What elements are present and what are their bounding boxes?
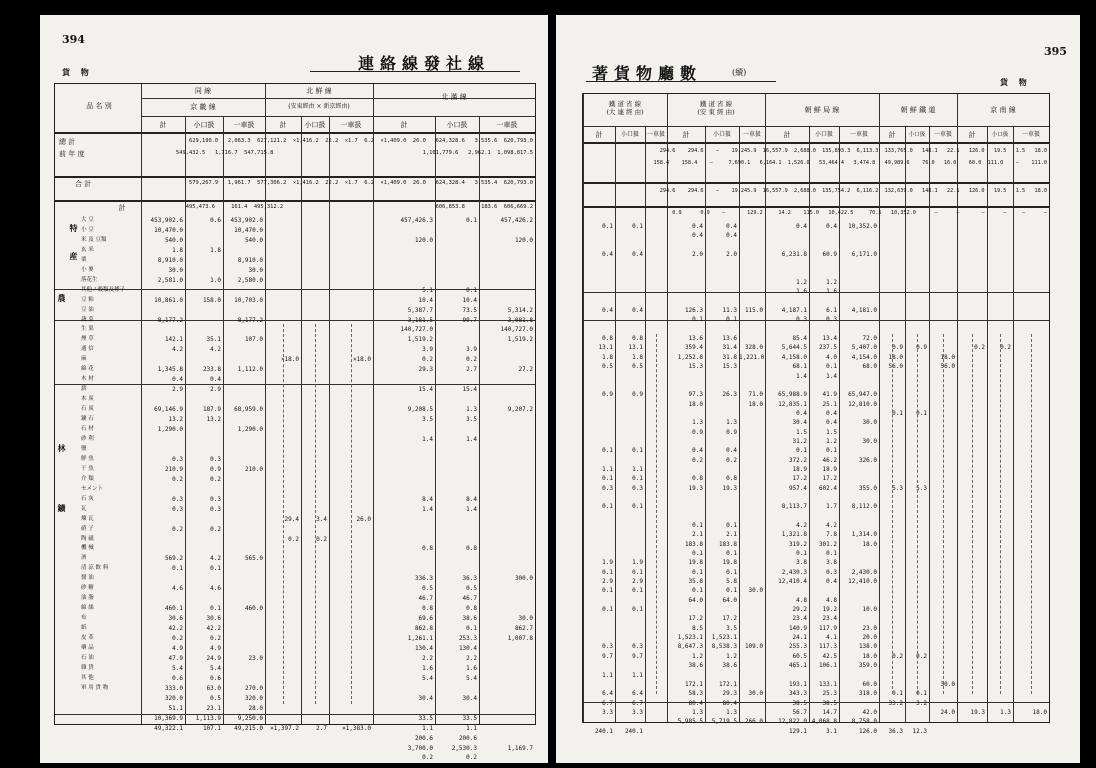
- freight-table-left: [54, 83, 536, 762]
- row-values-previous-year: 549,432.5 1,716.7 547,715.8 1,101,779.6 2,962.1 1,098,817.5: [176, 150, 533, 156]
- empty-cell-dash: [917, 334, 918, 694]
- col-head-small-lot: 小口扱: [712, 131, 731, 138]
- col-head-small-lot: 小口扱: [446, 121, 468, 129]
- sub-side-label: 産: [69, 252, 79, 260]
- row-values-subtotal: 294.6 294.6 — 19,245.9 16,557.9 2,688.0 135,754.2 6,116.2 132,639.0 148.1 22.1 126.0 19.5 1.5 18.0: [659, 188, 1047, 194]
- empty-cell-dash: [972, 334, 973, 694]
- freight-table-right: [582, 93, 1050, 735]
- col-head-small-lot: 小口扱: [620, 131, 639, 138]
- col-head-total: 計: [279, 121, 287, 129]
- row-values-grand-total: 294.6 294.6 — 19,245.9 16,557.9 2,688.0 135,893.3 6,113.3 133,765.0 148.1 22.1 126.0 19.5 1.5 18.0: [659, 148, 1047, 154]
- empty-cell-dash: [283, 324, 284, 704]
- col-values: 18.0: [1032, 708, 1047, 716]
- col-head-small-lot: 小口扱: [991, 132, 1009, 138]
- col-group-north-manchuria-line: 北 滿 線: [441, 93, 467, 101]
- col-values: 0.1 0.4 0.4 0.8 13.1 1.8 0.5 0.9 0.1 1.1 0.1 0.3 0.1 1.9 0.1 2.9 0.1 0.1 0.3 9.7 1.1 6.4 6.7 3.3 240.1: [624, 223, 643, 735]
- row-values-subtotal: 579,267.9 1,961.7 577,306.2 ×1,416.2 22.2 ×1.7 6.2 ×1,409.0 26.0 624,328.4 3,535.4 620,793.0: [188, 180, 533, 186]
- col-head-carload: 一車扱: [1021, 131, 1040, 138]
- col-values: 0.1 0.1 10.4 73.5 99.7 3.9 0.2 2.7 15.4 1.3 3.5 1.4 8.4 1.4 0.8 36.3 0.5 46.7 0.8 38.6 0.1 253.3 130.4 2.2 1.6 5.4 30.4 33.5 1.1 200.6 2,530.3 0.2: [451, 217, 477, 762]
- sub-side-label: 特: [69, 224, 79, 232]
- col-head-small-lot: 小口扱: [908, 132, 926, 138]
- header-rule: [586, 81, 776, 82]
- col-head-carload: 一車扱: [340, 121, 362, 129]
- right-page: [556, 15, 1080, 763]
- page-number: 394: [62, 33, 85, 46]
- empty-cell-dash: [656, 334, 657, 694]
- col-head-carload: 一車扱: [849, 131, 868, 138]
- col-values: 3.4 0.2 2.7: [316, 515, 327, 732]
- col-group-rail-ministry-antung: 鐵 道 省 線 (安 東 經 由): [697, 100, 735, 116]
- header-rule: [310, 71, 520, 72]
- side-label: 農: [57, 294, 67, 302]
- col-values: 0.4 0.4 2.0 11.3 0.1 13.6 31.4 31.8 15.3 26.3 1.3 0.9 0.4 0.2 0.8 19.3 0.1 2.1 183.8 0.1 19.8 0.1 5.8 0.1 64.0 17.2 3.5 1,523.1 8,538.3 1.2 38.6 172.1 29.3 80.4 1.3 5,719.5: [711, 223, 737, 726]
- page-header-suffix: (續): [732, 68, 747, 77]
- empty-cell-dash: [892, 334, 893, 694]
- row-label-subtotal: 合 計: [75, 180, 92, 188]
- col-head-carload: 一車扱: [496, 121, 518, 129]
- col-head-small-lot: 小口扱: [193, 121, 215, 129]
- col-head-total: 計: [159, 121, 167, 129]
- col-group-korea-bureau: 朝 鮮 局 線: [804, 106, 840, 114]
- col-values: 10,352.0 6,171.0 4,181.0 72.0 5,407.0 4,154.0 68.0 65,947.0 12,810.0 30.0 30.0 326.0 355.0 8,112.0 1,314.0 18.0 2,430.0 12,410.0 10.0 23.0 20.0 138.0 18.0 359.0 60.0 318.0 42.0 8,758.0 126.0: [848, 223, 877, 735]
- col-values: 115.0 328.0 1,221.0 71.0 18.0 30.0 109.0 30.0 266.0: [739, 307, 765, 726]
- col-head-carload: 一車扱: [742, 131, 761, 138]
- side-label: 鑛: [57, 504, 67, 512]
- col-group-same-line: 同 線: [194, 87, 212, 95]
- left-page: [40, 15, 548, 763]
- col-group-rail-ministry-dairen: 鐵 道 省 線 (大 連 經 由): [606, 100, 644, 116]
- section-label: 貨 物: [62, 67, 93, 77]
- col-head-total: 計: [888, 131, 896, 139]
- section-label: 貨 物: [1000, 77, 1031, 87]
- page-number: 395: [1044, 45, 1067, 58]
- empty-cell-dash: [351, 324, 352, 704]
- col-values: ×18.0 26.0 ×1,383.0: [342, 356, 371, 732]
- col-group-keinan-line: 京 南 線: [990, 106, 1016, 114]
- col-values: 453,902.0 10,470.0 540.0 8,910.0 30.0 2,580.0 10,703.0 8,177.2 107.0 1,112.0 68,959.0 1,290.0 210.0 565.0 460.0 23.0 270.0 320.0 28.0 9,250.0 49,215.0: [230, 217, 263, 732]
- page-header-title: 著貨物廳數: [592, 64, 703, 83]
- col-values: 0.2 1.3: [1000, 344, 1011, 716]
- col-values: 453,902.6 10,470.0 540.0 1.8 8,910.0 30.0 2,581.0 10,861.0 8,177.2 142.1 4.2 1,345.8 0.4 2.9 69,146.9 13.2 1,290.0 0.3 210.9 0.2 0.3 0.3 0.2 569.2 0.1 4.6 460.1 30.6 42.2 0.2 4.9 47.9 5.4 0.6 333.0 320.0 51.1 10,369.9 49,322.1: [150, 217, 183, 732]
- page-header-title: 連絡線發社線: [358, 54, 491, 73]
- col-head-small-lot: 小口扱: [814, 131, 833, 138]
- col-head-total: 計: [968, 131, 976, 139]
- col-values: 0.4 60.9 1.2 1.6 6.1 0.3 13.4 237.5 4.0 0.1 1.4 41.9 25.1 0.4 0.4 1.5 1.2 0.1 46.2 18.9 17.2 602.4 1.7 4.2 7.8 301.2 0.1 3.8 0.3 0.4 4.8 19.2 23.4 117.9 4.1 117.3 42.5 106.1 133.1 25.3 38.5 14.7 4,068.8 3.1: [811, 223, 837, 735]
- col-values: 457,426.2 120.0 5,314.2 3,081.8 140,727.0 1,519.2 27.2 9,207.2 300.0 30.0 862.7 1,007.8 1,169.7: [500, 217, 533, 752]
- col-values: 0.1 0.4 0.4 0.8 13.1 1.8 0.5 0.9 0.1 1.1 0.1 0.3 0.1 1.9 0.1 2.9 0.1 0.1 0.3 9.7 1.1 6.4 6.7 3.3 240.1: [594, 223, 613, 735]
- col-values: 18.0 56.0 30.0 24.0: [940, 353, 955, 716]
- col-values: 0.9 18.0 56.0 0.1 5.3 0.2 0.1 33.2 36.3: [888, 344, 903, 735]
- col-values: 0.4 0.4 2.0 126.3 0.1 13.6 359.4 1,252.8 15.3 97.3 18.0 1.3 0.9 0.4 0.2 0.8 19.3 0.1 2.1 183.8 0.1 19.8 0.1 35.8 0.1 64.0 17.2 8.5 1,523.1 8,647.3 1.2 38.6 172.1 58.3 80.4 1.3 5,985.5: [677, 223, 703, 726]
- row-values-total: 495,473.6 161.4 495,312.2 606,853.8 183.6 606,669.2: [185, 204, 533, 210]
- col-group-north-korea-line: 北 鮮 線: [306, 87, 332, 95]
- row-values-previous-year: 158.4 158.4 — 7,690.1 6,164.1 1,526.0 53,464.4 3,474.8 49,989.6 76.0 16.0 60.0 111.0 — 111.0: [653, 160, 1047, 166]
- col-values: 0.4 6,231.8 1.2 1.6 4,187.1 0.3 85.4 5,644.5 4,158.0 68.1 1.4 65,988.9 12,835.1 0.4 30.4 1.5 31.2 0.1 372.2 18.9 17.2 957.4 8,113.7 4.2 1,321.8 319.2 0.1 3.8 2,430.3 12,410.4 4.8 29.2 23.4 140.9 24.1 255.3 60.5 465.1 193.1 343.3 38.5 56.7 12,822.0 129.1: [778, 223, 807, 735]
- col-head-carload: 一車扱: [646, 131, 665, 138]
- empty-cell-dash: [1031, 334, 1032, 694]
- row-values-grand-total: 629,190.0 2,063.3 627,121.2 ×1,416.2 22.2 ×1.7 6.2 ×1,409.0 26.0 624,328.6 3,535.6 620,793.0: [188, 138, 533, 144]
- col-head-small-lot: 小口扱: [304, 121, 326, 129]
- col-values: ×18.0 29.4 0.2 ×1,397.2: [270, 356, 299, 732]
- empty-cell-dash: [943, 334, 944, 694]
- col-subgroup-keiki-line: 京 畿 線: [190, 103, 216, 111]
- col-values: 0.2 19.3: [970, 344, 985, 716]
- row-values-total: 0.9 0.9 — 129.2 14.2 115.0 10,422.5 70.5 10,352.0 — — — — — —: [665, 210, 1047, 216]
- col-values: 0.6 1.8 1.0 158.0 35.1 4.2 233.8 0.4 2.9 187.9 13.2 0.3 0.9 0.2 0.3 0.3 0.2 4.2 0.1 4.6 0.1 30.6 42.2 0.2 4.9 24.9 5.4 0.6 63.0 0.5 23.1 1,113.9 107.1: [195, 217, 221, 732]
- col-values: 0.9 0.1 5.3 0.2 0.1 3.2 12.3: [912, 344, 927, 735]
- col-group-korea-railway: 朝 鮮 鐵 道: [900, 106, 936, 114]
- col-head-carload: 一車扱: [233, 121, 255, 129]
- col-head-total: 計: [783, 131, 791, 139]
- row-label-grand-total: 總 計: [59, 138, 76, 146]
- row-label-total: 計: [118, 204, 126, 212]
- col-subgroup-route: (安東經由 × 新京經由): [288, 103, 350, 110]
- side-label: 林: [57, 444, 67, 452]
- col-head-total: 計: [400, 121, 408, 129]
- empty-cell-dash: [1000, 334, 1001, 694]
- empty-cell-dash: [315, 324, 316, 704]
- col-values: [645, 222, 665, 708]
- row-label-previous-year: 前 年 度: [59, 150, 85, 158]
- col-head-carload: 一車扱: [933, 131, 952, 138]
- col-head-total: 計: [682, 131, 690, 139]
- col-head-total: 計: [595, 131, 603, 139]
- col-values: 457,426.3 120.0 5.1 10.4 5,387.7 3,181.5 140,727.0 1,519.2 3.9 0.2 29.3 15.4 9,208.5 3.5 1.4 8.4 1.4 0.8 336.3 0.5 46.7 0.8 69.6 862.8 1,261.1 130.4 2.2 1.6 5.4 30.4 33.5 1.1 200.6 3,700.0 0.2: [400, 217, 433, 762]
- item-label-list: 大 豆 小 豆 米 及 豆類 玄 米 栗 小 麥 落花生 其他ノ穀類及種子 豆 粕 豆 油 蔬 菜 生 果 煙 草 通 信 麻 綿 花 木 材 薪 木 炭 石 炭 鑛 石 石 材 砂 利 鹽 鮮 魚 干 魚 介 類 セメント 石 灰 瓦 煉 瓦 硝 子 陶 磁 機 械 酒 清 涼 飲 料 醤 油 砂 糖 油 脂 綿 絲 布 紙 皮 革 藥 品 石 油 雜 貨 其 他 軍 用 貨 物: [81, 217, 126, 691]
- col-label-item-name: 品 名 別: [86, 102, 112, 110]
